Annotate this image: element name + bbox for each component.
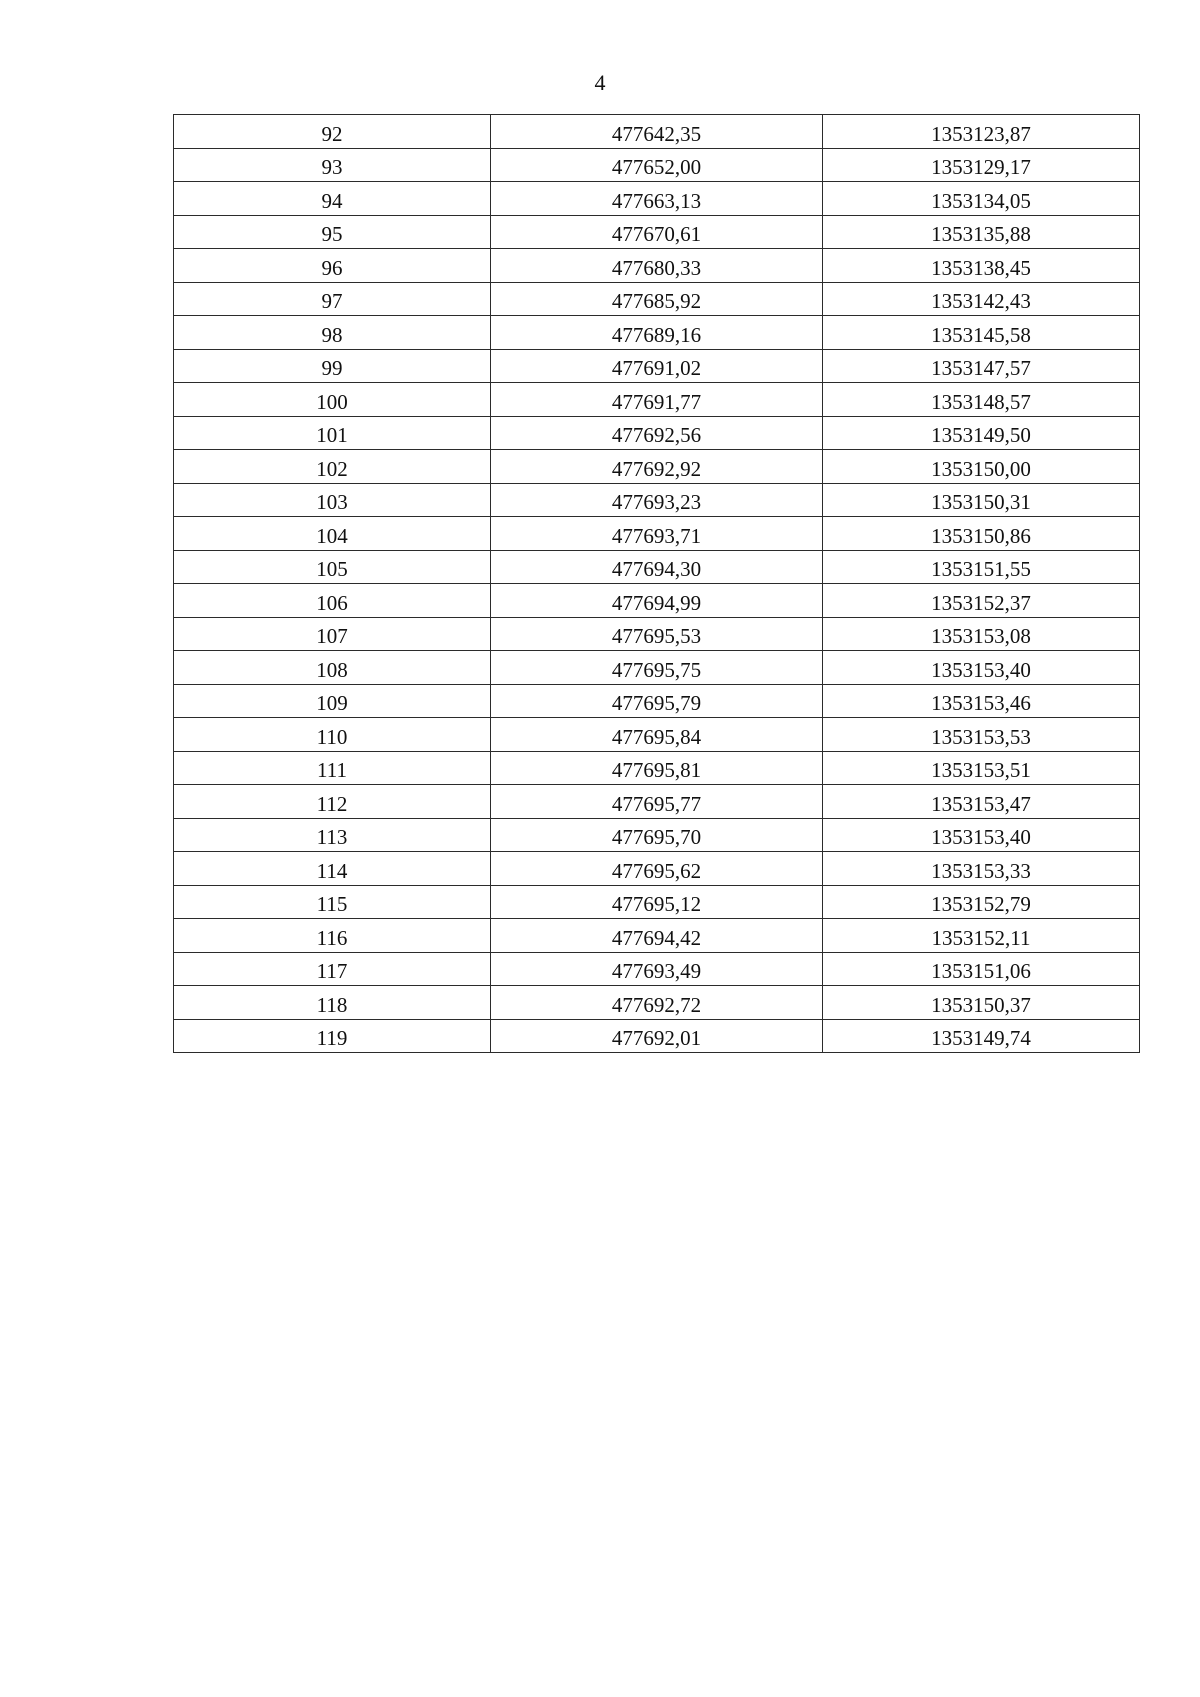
- y-coordinate-cell: 1353150,86: [823, 517, 1140, 551]
- table-row: [174, 684, 1140, 718]
- table-row: [174, 852, 1140, 886]
- x-coordinate-cell: 477685,92: [491, 282, 823, 316]
- table-row: [174, 383, 1140, 417]
- table-row: [174, 885, 1140, 919]
- x-coordinate-cell: 477652,00: [491, 148, 823, 182]
- x-coordinate-cell: 477695,81: [491, 751, 823, 785]
- point-number-cell: 115: [174, 885, 491, 919]
- point-number-cell: 116: [174, 919, 491, 953]
- y-coordinate-cell: 1353150,00: [823, 450, 1140, 484]
- x-coordinate-cell: 477695,12: [491, 885, 823, 919]
- y-coordinate-cell: 1353152,79: [823, 885, 1140, 919]
- y-coordinate-cell: 1353153,40: [823, 651, 1140, 685]
- table-row: [174, 316, 1140, 350]
- x-coordinate-cell: 477642,35: [491, 115, 823, 149]
- x-coordinate-cell: 477693,49: [491, 952, 823, 986]
- y-coordinate-cell: 1353148,57: [823, 383, 1140, 417]
- point-number-cell: 111: [174, 751, 491, 785]
- point-number-cell: 102: [174, 450, 491, 484]
- x-coordinate-cell: 477670,61: [491, 215, 823, 249]
- x-coordinate-cell: 477689,16: [491, 316, 823, 350]
- y-coordinate-cell: 1353153,53: [823, 718, 1140, 752]
- y-coordinate-cell: 1353152,37: [823, 584, 1140, 618]
- y-coordinate-cell: 1353138,45: [823, 249, 1140, 283]
- coordinates-table-body: [174, 115, 1140, 1053]
- table-row: [174, 483, 1140, 517]
- point-number-cell: 119: [174, 1019, 491, 1053]
- x-coordinate-cell: 477695,84: [491, 718, 823, 752]
- x-coordinate-cell: 477693,71: [491, 517, 823, 551]
- y-coordinate-cell: 1353134,05: [823, 182, 1140, 216]
- point-number-cell: 107: [174, 617, 491, 651]
- table-row: [174, 182, 1140, 216]
- point-number-cell: 104: [174, 517, 491, 551]
- point-number-cell: 98: [174, 316, 491, 350]
- x-coordinate-cell: 477694,99: [491, 584, 823, 618]
- table-row: [174, 550, 1140, 584]
- y-coordinate-cell: 1353150,37: [823, 986, 1140, 1020]
- point-number-cell: 92: [174, 115, 491, 149]
- x-coordinate-cell: 477691,02: [491, 349, 823, 383]
- point-number-cell: 94: [174, 182, 491, 216]
- point-number-cell: 118: [174, 986, 491, 1020]
- y-coordinate-cell: 1353123,87: [823, 115, 1140, 149]
- point-number-cell: 99: [174, 349, 491, 383]
- y-coordinate-cell: 1353153,33: [823, 852, 1140, 886]
- table-row: [174, 818, 1140, 852]
- y-coordinate-cell: 1353147,57: [823, 349, 1140, 383]
- page-number: 4: [594, 70, 606, 95]
- point-number-cell: 103: [174, 483, 491, 517]
- x-coordinate-cell: 477695,79: [491, 684, 823, 718]
- x-coordinate-cell: 477694,30: [491, 550, 823, 584]
- point-number-cell: 95: [174, 215, 491, 249]
- table-row: [174, 1019, 1140, 1053]
- y-coordinate-cell: 1353135,88: [823, 215, 1140, 249]
- x-coordinate-cell: 477693,23: [491, 483, 823, 517]
- x-coordinate-cell: 477695,62: [491, 852, 823, 886]
- x-coordinate-cell: 477680,33: [491, 249, 823, 283]
- table-row: [174, 349, 1140, 383]
- x-coordinate-cell: 477695,53: [491, 617, 823, 651]
- table-row: [174, 785, 1140, 819]
- table-row: [174, 952, 1140, 986]
- point-number-cell: 114: [174, 852, 491, 886]
- table-row: [174, 517, 1140, 551]
- y-coordinate-cell: 1353153,08: [823, 617, 1140, 651]
- y-coordinate-cell: 1353152,11: [823, 919, 1140, 953]
- y-coordinate-cell: 1353150,31: [823, 483, 1140, 517]
- point-number-cell: 101: [174, 416, 491, 450]
- table-row: [174, 282, 1140, 316]
- y-coordinate-cell: 1353153,51: [823, 751, 1140, 785]
- x-coordinate-cell: 477692,56: [491, 416, 823, 450]
- point-number-cell: 105: [174, 550, 491, 584]
- point-number-cell: 106: [174, 584, 491, 618]
- point-number-cell: 108: [174, 651, 491, 685]
- y-coordinate-cell: 1353142,43: [823, 282, 1140, 316]
- coordinates-table: [173, 114, 1140, 1053]
- y-coordinate-cell: 1353149,50: [823, 416, 1140, 450]
- point-number-cell: 110: [174, 718, 491, 752]
- x-coordinate-cell: 477692,92: [491, 450, 823, 484]
- point-number-cell: 112: [174, 785, 491, 819]
- y-coordinate-cell: 1353153,46: [823, 684, 1140, 718]
- x-coordinate-cell: 477695,70: [491, 818, 823, 852]
- y-coordinate-cell: 1353153,40: [823, 818, 1140, 852]
- table-row: [174, 416, 1140, 450]
- y-coordinate-cell: 1353145,58: [823, 316, 1140, 350]
- table-row: [174, 617, 1140, 651]
- x-coordinate-cell: 477692,72: [491, 986, 823, 1020]
- table-row: [174, 215, 1140, 249]
- x-coordinate-cell: 477694,42: [491, 919, 823, 953]
- x-coordinate-cell: 477695,77: [491, 785, 823, 819]
- table-row: [174, 584, 1140, 618]
- table-row: [174, 751, 1140, 785]
- x-coordinate-cell: 477691,77: [491, 383, 823, 417]
- table-row: [174, 115, 1140, 149]
- x-coordinate-cell: 477692,01: [491, 1019, 823, 1053]
- point-number-cell: 113: [174, 818, 491, 852]
- table-row: [174, 919, 1140, 953]
- table-row: [174, 148, 1140, 182]
- point-number-cell: 109: [174, 684, 491, 718]
- y-coordinate-cell: 1353151,06: [823, 952, 1140, 986]
- point-number-cell: 93: [174, 148, 491, 182]
- y-coordinate-cell: 1353151,55: [823, 550, 1140, 584]
- table-row: [174, 249, 1140, 283]
- table-row: [174, 450, 1140, 484]
- y-coordinate-cell: 1353149,74: [823, 1019, 1140, 1053]
- y-coordinate-cell: 1353129,17: [823, 148, 1140, 182]
- point-number-cell: 100: [174, 383, 491, 417]
- point-number-cell: 96: [174, 249, 491, 283]
- table-row: [174, 651, 1140, 685]
- x-coordinate-cell: 477663,13: [491, 182, 823, 216]
- y-coordinate-cell: 1353153,47: [823, 785, 1140, 819]
- table-row: [174, 718, 1140, 752]
- point-number-cell: 97: [174, 282, 491, 316]
- point-number-cell: 117: [174, 952, 491, 986]
- table-row: [174, 986, 1140, 1020]
- x-coordinate-cell: 477695,75: [491, 651, 823, 685]
